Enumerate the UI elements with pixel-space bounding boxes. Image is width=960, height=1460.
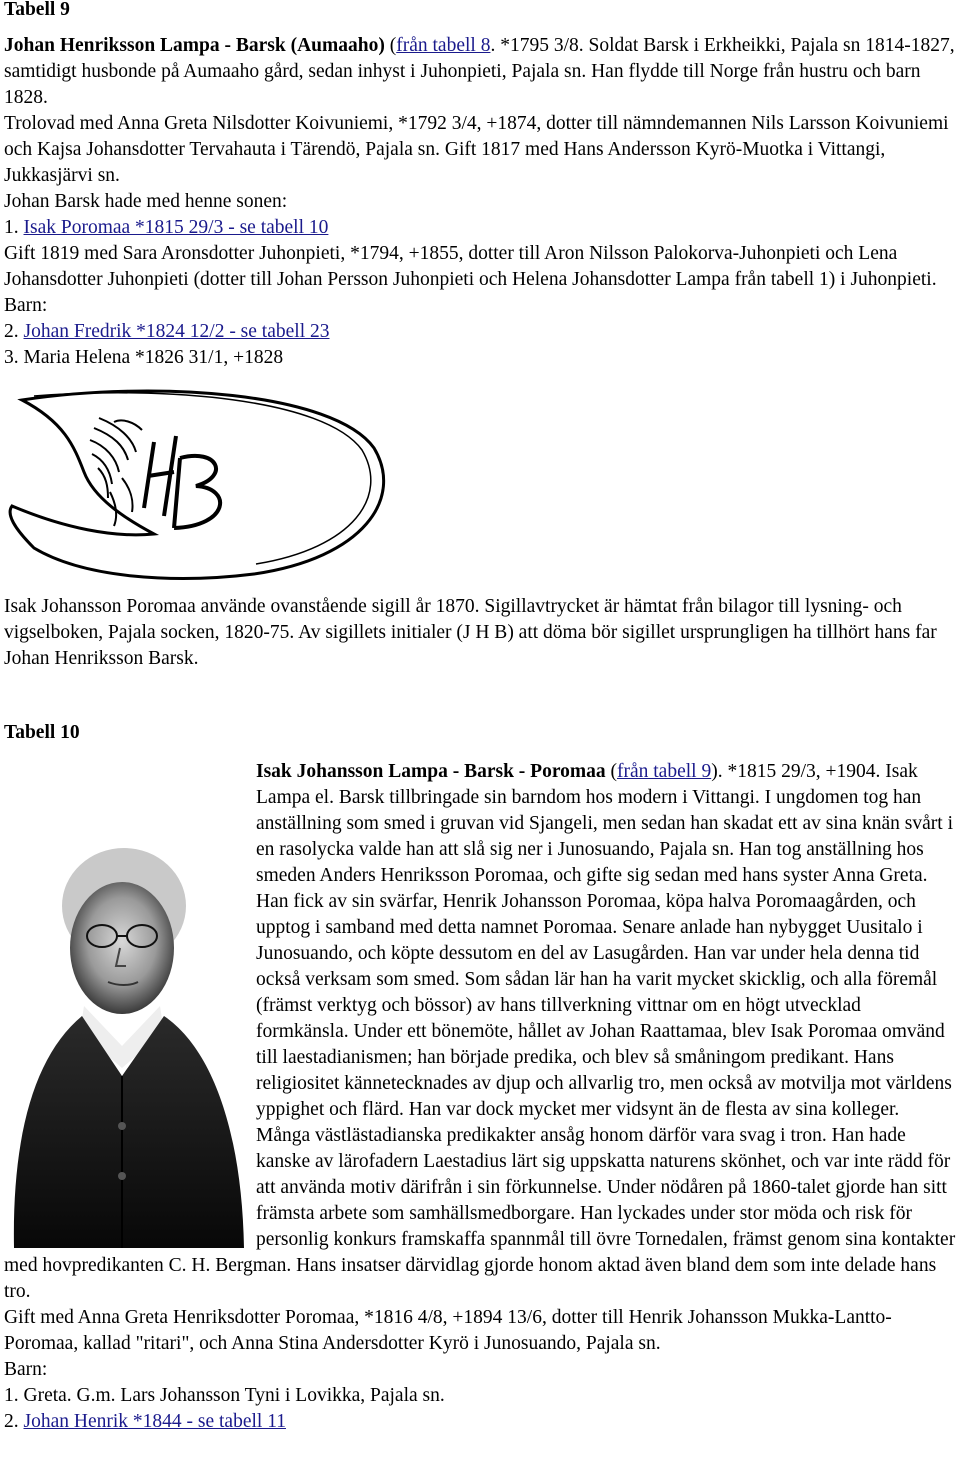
tabell10-marriage: Gift med Anna Greta Henriksdotter Poromaa, *1816 4/8, +1894 13/6, dotter till Henrik Johansson Mukka-Lantto-Poromaa, kallad "ritari", och Anna Stina Andersdotter Kyrö i Junosuando, Pajala sn. bbox=[4, 1307, 892, 1354]
tabell9-barn-label: Barn: bbox=[4, 295, 48, 316]
child-number: 2. bbox=[4, 321, 24, 342]
link-fran-tabell-9[interactable]: från tabell 9 bbox=[617, 761, 712, 782]
section-title-tabell-9: Tabell 9 bbox=[4, 0, 70, 20]
link-se-tabell-23[interactable]: Johan Fredrik *1824 12/2 - se tabell 23 bbox=[23, 321, 330, 342]
tabell9-child-3: 3. Maria Helena *1826 31/1, +1828 bbox=[4, 347, 284, 368]
child-number: 1. bbox=[4, 217, 24, 238]
tabell9-intro: Johan Henriksson Lampa - Barsk (Aumaaho) (från tabell 8. *1795 3/8. Soldat Barsk i Erkheikki, Pajala sn 1814-1827, samtidigt husbonde på Aumaaho gård, sedan inhyst i Juhonpieti, Pajala sn. Han flydde till Norge från hustru och barn 1828. bbox=[4, 35, 955, 108]
person-name: Johan Henriksson Lampa - Barsk (Aumaaho) bbox=[4, 35, 385, 56]
tabell10-child-2 bbox=[4, 1409, 956, 1435]
section-body-tabell-9 bbox=[4, 33, 956, 371]
section-body-tabell-10 bbox=[4, 759, 956, 1435]
intro-text: . *1795 3/8. Soldat Barsk i Erkheikki, Pajala sn 1814-1827, samtidigt husbonde på Aumaaho gård, sedan inhyst i Juhonpieti, Pajala sn. Han flydde till Norge från hustru och barn 1828. bbox=[4, 35, 955, 108]
link-se-tabell-11[interactable]: Johan Henrik *1844 - se tabell 11 bbox=[23, 1411, 286, 1432]
seal-caption bbox=[4, 594, 956, 672]
tabell10-barn-label: Barn: bbox=[4, 1359, 48, 1380]
portrait-photo bbox=[4, 836, 250, 1248]
link-se-tabell-10[interactable]: Isak Poromaa *1815 29/3 - se tabell 10 bbox=[23, 217, 329, 238]
link-fran-tabell-8[interactable]: från tabell 8 bbox=[396, 35, 491, 56]
tabell9-marriage: Trolovad med Anna Greta Nilsdotter Koivuniemi, *1792 3/4, +1874, dotter till nämndemannen Nils Larsson Koivuniemi och Kajsa Johansdotter Tervahauta i Tärendö, Pajala sn. Gift 1817 med Hans Andersson Kyrö-Muotka i Vittangi, Jukkasjärvi sn. bbox=[4, 113, 949, 186]
tabell9-son-intro: Johan Barsk hade med henne sonen: bbox=[4, 191, 288, 212]
intro-pre-link: ( bbox=[605, 761, 617, 782]
tabell9-child-1 bbox=[4, 215, 956, 241]
person-name: Isak Johansson Lampa - Barsk - Poromaa bbox=[256, 761, 606, 782]
seal-drawing bbox=[4, 388, 394, 584]
child-number: 2. bbox=[4, 1411, 24, 1432]
tabell9-child-2 bbox=[4, 319, 956, 345]
biography-text: ). *1815 29/3, +1904. Isak Lampa el. Barsk tillbringade sin barndom hos modern i Vittangi. I ungdomen tog han anställning som smed i gruvan vid Sjangeli, men sedan han skadat ett av sina knän svårt i en rasolycka valde han att slå sig ner i Junosuando, Pajala sn. Han tog anställning hos smeden Anders Henriksson Poromaa, och gifte sig sedan med hans syster Anna Greta. Han fick av sin svärfar, Henrik Johansson Poromaa, köpa halva Poromaagården, och upptog i samband med detta namnet Poromaa. Senare anlade han nybygget Uusitalo i Junosuando, och köpte dessutom en del av Lasugården. Han var under hela denna tid också verksam som smed. Som sådan lär han ha varit mycket skicklig, och alla föremål (främst verktyg och bössor) av hans tillverkning vittnar om en högt utvecklad formkänsla. Under ett bönemöte, hållet av Johan Raattamaa, blev Isak Poromaa omvänd till laestadianismen; han började predika, och blev så småningom predikant. Hans religiositet kännetecknades av djup och allvarlig tro, men också av motvilja mot världens yppighet och flärd. Han var dock mycket mer vidsynt än de flesta av sina kolleger. Många västlästadianska predikakter ansåg honom därför vara svag i tron. Han hade kanske av lärofadern Laestadius lärt sig uppskatta naturens skönhet, och var inte rädd för att använda motiv därifrån i sin förkunnelse. Under nödåren på 1860-talet gjorde han sitt främsta arbete som samhällsmedborgare. Han lyckades under stor möda och risk för personlig konkurs framskaffa spannmål till övre Tornedalen, främst genom sina kontakter med hovpredikanten C. H. Bergman. Hans insatser därvidlag gjorde honom aktad även bland dem som inte delade hans tro. bbox=[4, 761, 956, 1302]
seal-caption-text: Isak Johansson Poromaa använde ovanstående sigill år 1870. Sigillavtrycket är hämtat från bilagor till lysning- och vigselboken, Pajala socken, 1820-75. Av sigillets initialer (J H B) att döma bör sigillet ursprungligen ha tillhört hans far Johan Henriksson Barsk. bbox=[4, 596, 937, 669]
tabell9-marriage-2: Gift 1819 med Sara Aronsdotter Juhonpieti, *1794, +1855, dotter till Aron Nilsson Palokorva-Juhonpieti och Lena Johansdotter Juhonpieti (dotter till Johan Persson Juhonpieti och Helena Johansdotter Lampa från tabell 1) i Juhonpieti. bbox=[4, 243, 937, 290]
seal-impression-image bbox=[4, 388, 394, 584]
portrait-drawing bbox=[4, 836, 250, 1248]
tabell10-child-1: 1. Greta. G.m. Lars Johansson Tyni i Lovikka, Pajala sn. bbox=[4, 1385, 445, 1406]
section-title-tabell-10: Tabell 10 bbox=[4, 722, 80, 743]
seal-initials: HB bbox=[4, 388, 6, 389]
